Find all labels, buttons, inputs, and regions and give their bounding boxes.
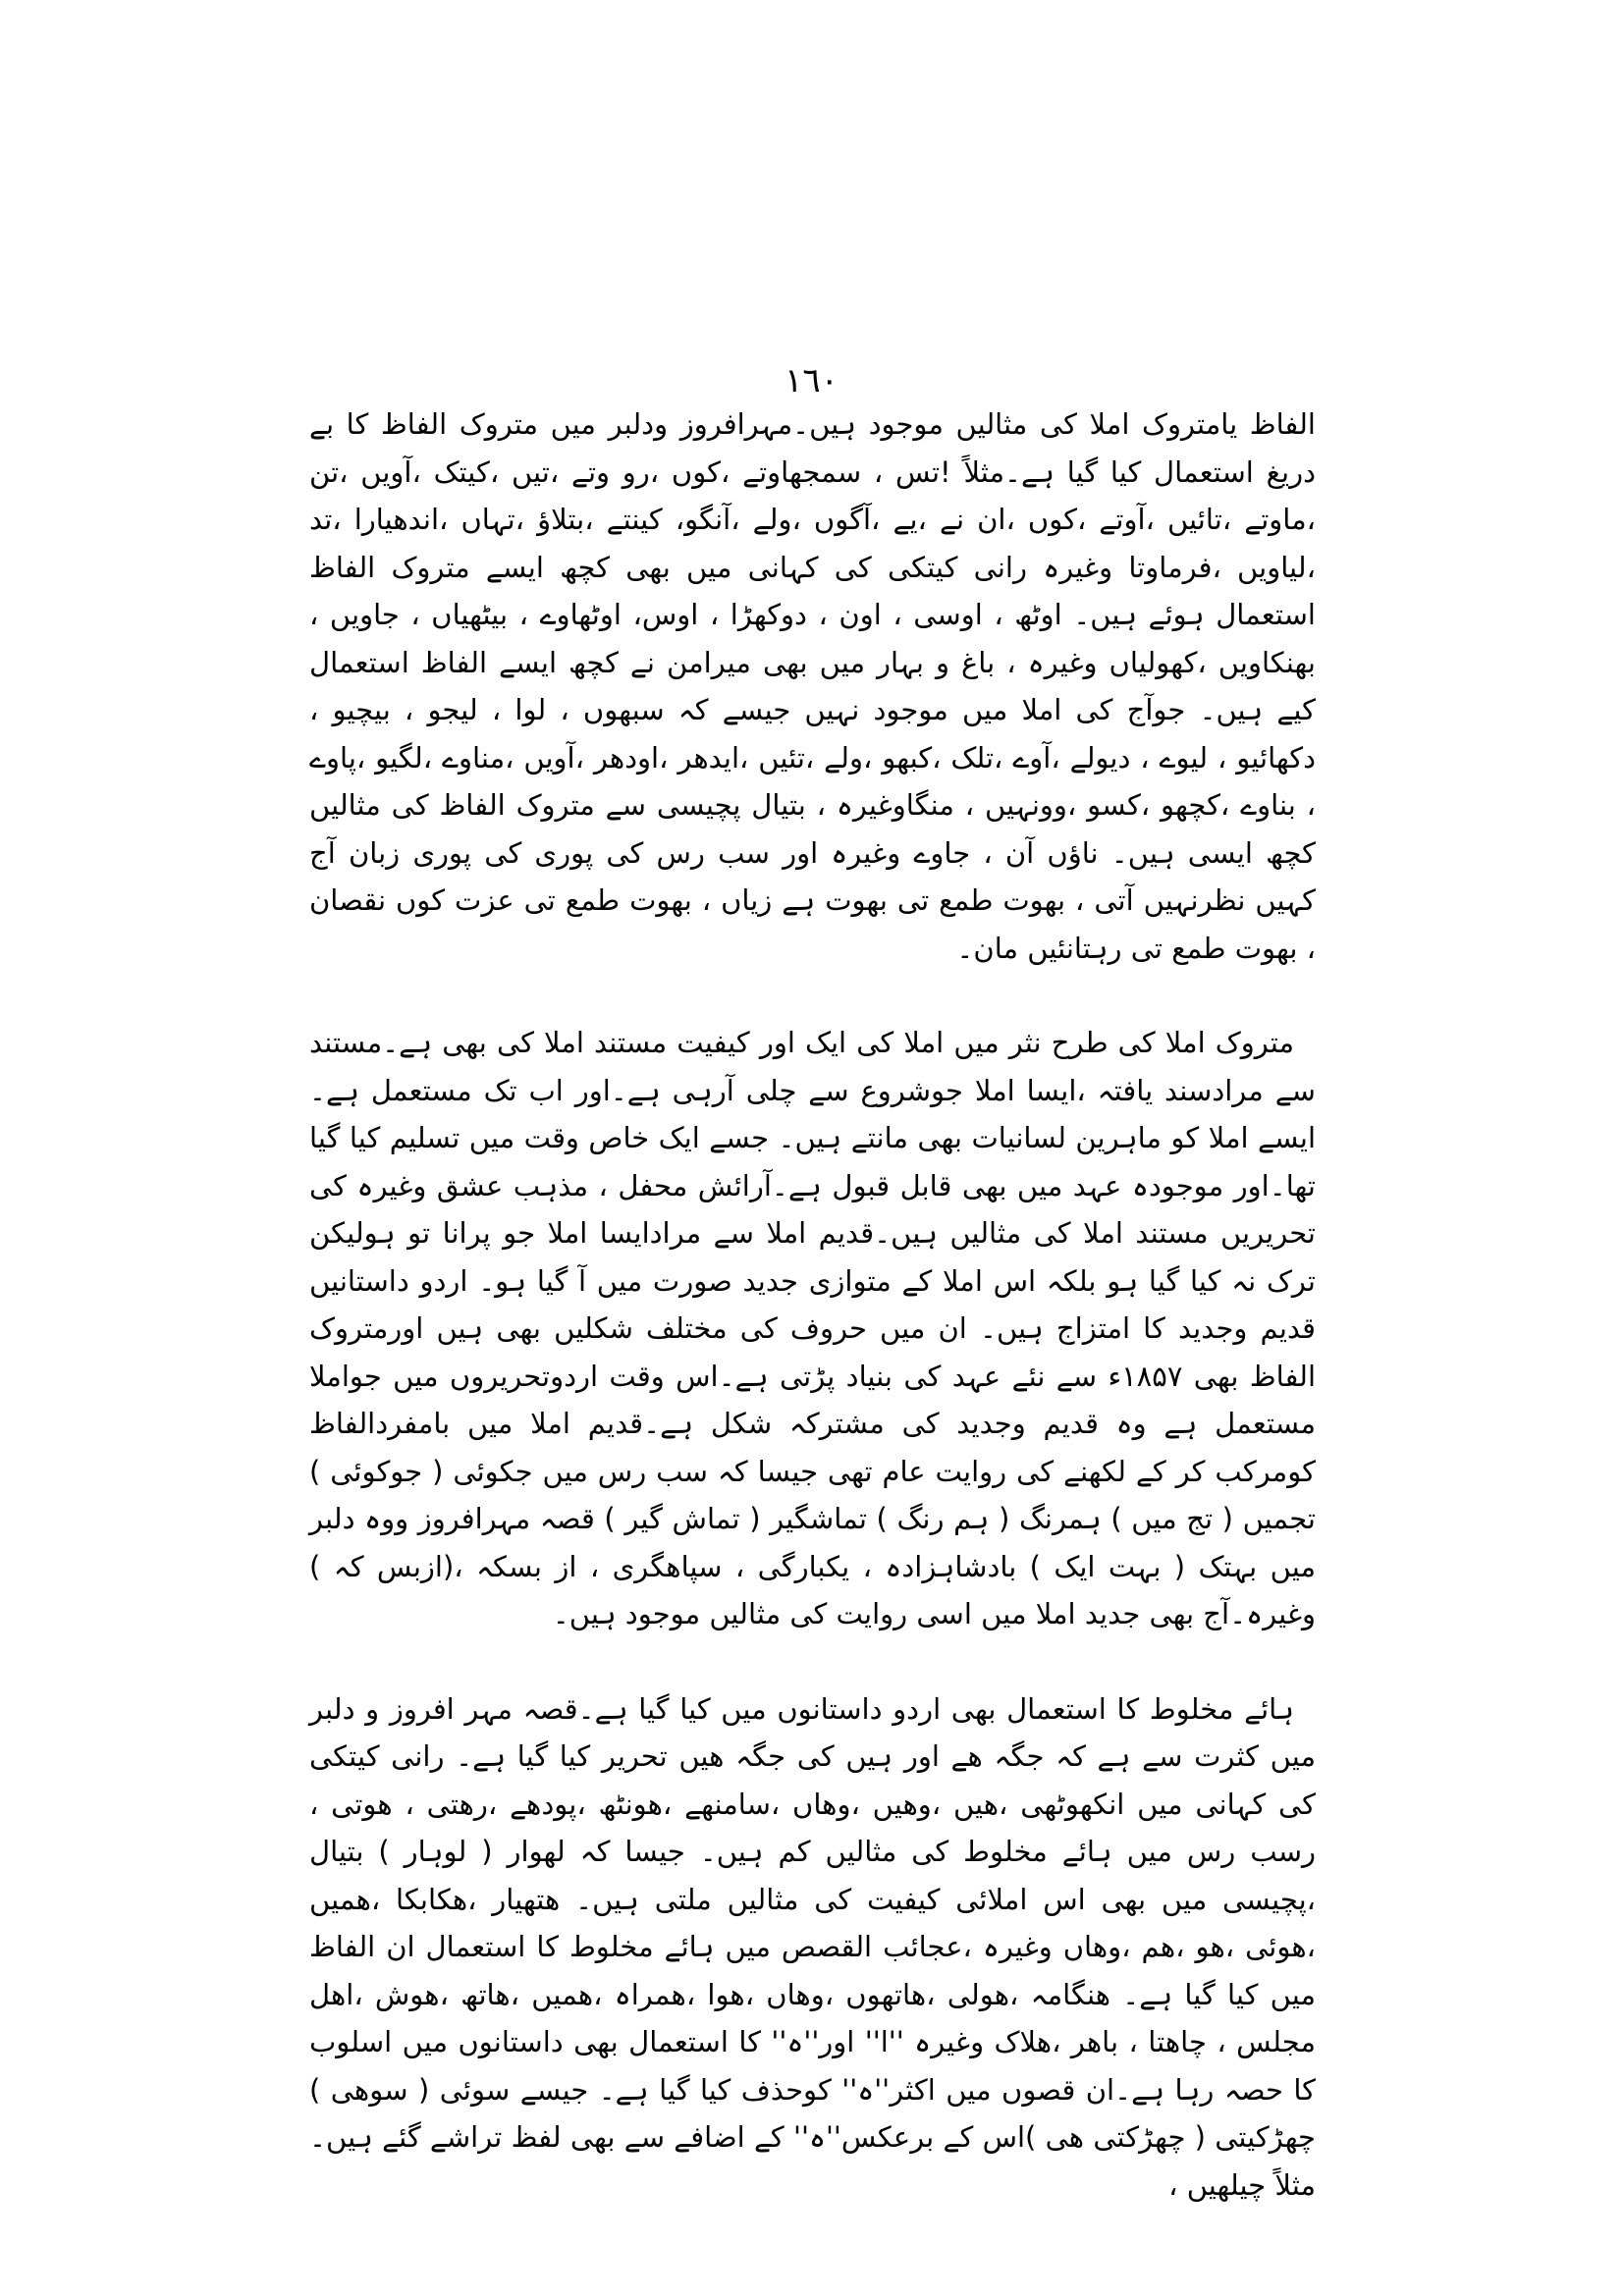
body-text — [309, 400, 1316, 2256]
paragraph-3: ہائے مخلوط کا استعمال بھی اردو داستانوں میں کیا گیا ہے۔قصہ مہر افروز و دلبر میں کثرت سے ہے کہ جگہ ھے اور ہیں کی جگہ ھیں تحریر کیا گیا ہے۔ رانی کیتکی کی کہانی میں انکھوٹھی ،ھیں ،وھیں ،وھاں ،سامنھے ،ھونٹھ ،پودھے ،رھتی ، ھوتی ، رسب رس میں ہائے مخلوط کی مثالیں کم ہیں۔ جیسا کہ لھوار ( لوہار ) بتیال ،پچیسی میں بھی اس املائی کیفیت کی مثالیں ملتی ہیں۔ ھتھیار ،ھکابکا ،ھمیں ،ھوئی ،ھو ،ھم ،وھاں وغیرہ ،عجائب القصص میں ہائے مخلوط کا استعمال ان الفاظ میں کیا گیا ہے۔ ھنگامہ ،ھولی ،ھاتھوں ،وھاں ،ھوا ،ھمراہ ،ھمیں ،ھاتھ ،ھوش ،اھل مجلس ، چاھتا ، باھر ،ھلاک وغیرہ ''ا'' اور''ہ'' کا استعمال بھی داستانوں میں اسلوب کا حصہ رہا ہے۔ان قصوں میں اکثر''ہ'' کوحذف کیا گیا ہے۔ جیسے سوئی ( سوھی ) چھڑکیتی ( چھڑکتی ھی )اس کے برعکس''ہ'' کے اضافے سے بھی لفظ تراشے گئے ہیں۔مثلاً چیلھیں ، — [309, 1691, 1316, 2202]
page-number: ١٦٠ — [784, 361, 839, 400]
paragraph-2: متروک املا کی طرح نثر میں املا کی ایک اور کیفیت مستند املا کی بھی ہے۔مستند سے مرادسند یافتہ ،ایسا املا جوشروع سے چلی آرہی ہے۔اور اب تک مستعمل ہے۔ایسے املا کو ماہرین لسانیات بھی مانتے ہیں۔ جسے ایک خاص وقت میں تسلیم کیا گیا تھا۔اور موجودہ عہد میں بھی قابل قبول ہے۔آرائش محفل ، مذہب عشق وغیرہ کی تحریریں مستند املا کی مثالیں ہیں۔قدیم املا سے مرادایسا املا جو پرانا تو ہولیکن ترک نہ کیا گیا ہو بلکہ اس املا کے متوازی جدید صورت میں آ گیا ہو۔ اردو داستانیں قدیم وجدید کا امتزاج ہیں۔ ان میں حروف کی مختلف شکلیں بھی ہیں اورمتروک الفاظ بھی ۱۸۵۷ء سے نئے عہد کی بنیاد پڑتی ہے۔اس وقت اردوتحریروں میں جواملا مستعمل ہے وہ قدیم وجدید کی مشترکہ شکل ہے۔قدیم املا میں بامفردالفاظ کومرکب کر کے لکھنے کی روایت عام تھی جیسا کہ سب رس میں جکوئی ( جوکوئی ) تجمیں ( تج میں ) ہمرنگ ( ہم رنگ ) تماشگیر ( تماش گیر ) قصہ مہرافروز ووہ دلبر میں بہتک ( بہت ایک ) بادشاہزادہ ، یکبارگی ، سپاھگری ، از بسکہ ،(ازبس کہ ) وغیرہ۔آج بھی جدید املا میں اسی روایت کی مثالیں موجود ہیں۔ — [309, 1026, 1317, 1630]
paragraph-1: الفاظ یامتروک املا کی مثالیں موجود ہیں۔مہرافروز ودلبر میں متروک الفاظ کا بے دریغ استعمال کیا گیا ہے۔مثلاً !تس ، سمجھاوتے ،کوں ،رو وتے ،تیں ،کیتک ،آویں ،تن ،ماوتے ،تائیں ،آوتے ،کوں ،ان نے ،یے ،آگوں ،ولے ،آنگو، کینتے ،بتلاؤ ،تہاں ،اندھیارا ،تد ،لیاویں ،فرماوتا وغیرہ رانی کیتکی کی کہانی میں بھی کچھ ایسے متروک الفاظ استعمال ہوئے ہیں۔ اوٹھ ، اوسی ، اون ، دوکھڑا ، اوس، اوٹھاوے ، بیٹھیاں ، جاویں ، بھنکاویں ،کھولیاں وغیرہ ، باغ و بہار میں بھی میرامن نے کچھ ایسے الفاظ استعمال کیے ہیں۔ جوآج کی املا میں موجود نہیں جیسے کہ سبھوں ، لوا ، لیجو ، بیچیو ، دکھائیو ، لیوے ، دیولے ،آوے ،تلک ،کبھو ،ولے ،تئیں ،ایدھر ،اودھر ،آویں ،مناوے ،لگیو ،پاوے ، بناوے ،کچھو ،کسو ،وونہیں ، منگاوغیرہ ، بتیال پچیسی سے متروک الفاظ کی مثالیں کچھ ایسی ہیں۔ ناؤں آن ، جاوے وغیرہ اور سب رس کی پوری کی پوری زبان آج کہیں نظرنہیں آتی ، بھوت طمع تی بھوت ہے زیاں ، بھوت طمع تی عزت کوں نقصان ، بھوت طمع تی رہتانئیں مان۔ — [309, 407, 1316, 965]
